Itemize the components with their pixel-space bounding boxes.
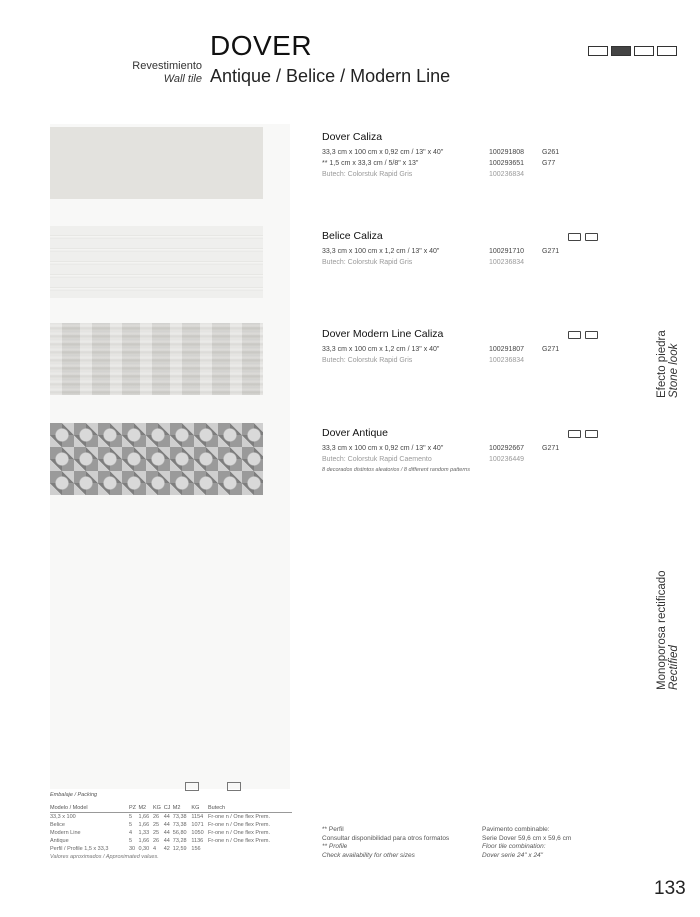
- product-name: Dover Antique: [322, 427, 388, 439]
- spec-text: 33,3 cm x 100 cm x 0,92 cm / 13" x 40": [322, 149, 444, 156]
- grout-row: [322, 257, 622, 268]
- cell: Fr-one n / One flex Prem.: [207, 814, 271, 820]
- col-m2-pallet: M2: [173, 804, 192, 813]
- cell: 56,80: [172, 830, 187, 836]
- product-name: Belice Caliza: [322, 230, 383, 242]
- cell: 1,33: [138, 830, 150, 836]
- product-code: 100292667: [489, 445, 525, 452]
- packing-title: Embalaje / Packing: [50, 792, 98, 798]
- grout-code: 100236834: [489, 259, 525, 266]
- packing-row: [50, 829, 292, 837]
- cell: 4: [128, 830, 133, 836]
- cell: 5: [128, 838, 133, 844]
- grout-row: [322, 355, 622, 366]
- cell: 1071: [191, 822, 204, 828]
- category-es: Revestimiento: [132, 60, 202, 72]
- packing-section: [50, 792, 292, 860]
- spec-text: 33,3 cm x 100 cm x 1,2 cm / 13" x 40": [322, 248, 440, 255]
- price-group: G77: [542, 160, 556, 167]
- cell: 30: [128, 846, 136, 852]
- rectified-es: Monoporosa rectificado: [656, 570, 668, 690]
- floor-tile-label: Floor tile combination:: [482, 843, 546, 850]
- cell: 42: [163, 846, 170, 852]
- col-pz: PZ: [129, 804, 139, 813]
- product-dover-antique: [322, 427, 622, 473]
- spec-row: [322, 246, 622, 257]
- profile-label: ** Profile: [322, 843, 348, 850]
- cell: [208, 845, 292, 853]
- cell: Fr-one n / One flex Prem.: [207, 822, 271, 828]
- box-icon: [185, 782, 199, 791]
- packing-row: [50, 845, 292, 853]
- cell: Modern Line: [50, 830, 81, 836]
- series-subtitle: Antique / Belice / Modern Line: [210, 66, 451, 86]
- col-cj: CJ: [164, 804, 173, 813]
- price-group: G261: [542, 149, 560, 156]
- tile-image-dover-antique: [50, 423, 263, 495]
- cell: 73,28: [172, 838, 187, 844]
- cell: 25: [152, 822, 160, 828]
- cell: 33,3 x 100: [50, 814, 76, 820]
- grout-text: Butech: Colorstuk Rapid Gris: [322, 171, 413, 178]
- cell: Fr-one n / One flex Prem.: [207, 838, 271, 844]
- stone-look-es: Efecto piedra: [656, 330, 668, 398]
- cell: 12,59: [172, 846, 187, 852]
- col-m2-box: M2: [138, 804, 152, 813]
- spec-text: 33,3 cm x 100 cm x 0,92 cm / 13" x 40": [322, 445, 444, 452]
- pallet-icon: [227, 782, 241, 791]
- col-butech: Butech: [208, 804, 292, 813]
- grout-text: Butech: Colorstuk Rapid Gris: [322, 259, 413, 266]
- product-code: 100293651: [489, 160, 525, 167]
- spec-row: [322, 147, 622, 158]
- wall-tile-icon: [634, 46, 654, 56]
- product-name: Dover Caliza: [322, 131, 383, 143]
- product-code: 100291807: [489, 346, 525, 353]
- pattern-note: 8 decorados distintos aleatorios / 8 different random patterns: [322, 467, 470, 473]
- cell: 156: [191, 846, 201, 852]
- stone-look-en: Stone look: [668, 343, 680, 398]
- packing-row: [50, 821, 292, 829]
- cell: 5: [128, 814, 133, 820]
- grout-row: [322, 454, 622, 465]
- tile-image-belice-caliza: [50, 226, 263, 298]
- cell: 25: [152, 830, 160, 836]
- cell: Perfil / Profile 1,5 x 33,3: [50, 846, 109, 852]
- cell: 1154: [191, 814, 204, 820]
- price-group: G271: [542, 346, 560, 353]
- consultar-text: Consultar disponibilidad para otros formatos: [322, 834, 450, 842]
- packing-table: [50, 804, 292, 853]
- tile-image-modern-line-caliza: [50, 323, 263, 395]
- cell: 1136: [191, 838, 204, 844]
- cell: 26: [152, 838, 160, 844]
- floor-combination-footnote: [482, 826, 571, 860]
- spec-row: [322, 158, 622, 169]
- product-dover-caliza: [322, 131, 622, 180]
- brand-title: DOVER: [210, 30, 313, 61]
- grout-row: [322, 169, 622, 180]
- cell: 73,38: [172, 814, 187, 820]
- spec-row: [322, 344, 622, 355]
- packing-row: [50, 813, 292, 822]
- header-icon-group: [588, 46, 677, 56]
- tile-size-icon: [588, 46, 608, 56]
- rectified-icon: [611, 46, 631, 56]
- cell: 1,66: [138, 838, 150, 844]
- spec-row: [322, 443, 622, 454]
- product-code: 100291808: [489, 149, 525, 156]
- grout-code: 100236449: [489, 456, 525, 463]
- grout-text: Butech: Colorstuk Rapid Gris: [322, 357, 413, 364]
- grout-text: Butech: Colorstuk Rapid Caemento: [322, 456, 432, 463]
- spec-text: ** 1,5 cm x 33,3 cm / 5/8" x 13": [322, 160, 419, 167]
- cell: 5: [128, 822, 133, 828]
- page-number: 133: [654, 878, 686, 899]
- cell: 44: [163, 814, 170, 820]
- cell: Antique: [50, 838, 69, 844]
- cell: 1050: [191, 830, 204, 836]
- cell: Fr-one n / One flex Prem.: [207, 830, 271, 836]
- check-text: Check availability for other sizes: [322, 851, 415, 859]
- cell: 44: [163, 838, 170, 844]
- price-group: G271: [542, 445, 560, 452]
- packaging-icon: [657, 46, 677, 56]
- rectified-label: [656, 570, 680, 690]
- grout-code: 100236834: [489, 171, 525, 178]
- stone-look-label: [656, 330, 680, 398]
- floor-tile-value: Dover serie 24" x 24": [482, 851, 543, 859]
- packing-header-row: [50, 804, 292, 813]
- rectified-en: Rectified: [668, 645, 680, 690]
- cell: 73,38: [172, 822, 187, 828]
- cell: 1,66: [138, 822, 150, 828]
- cell: 4: [152, 846, 157, 852]
- pavimento-value: Serie Dover 59,6 cm x 59,6 cm: [482, 834, 572, 842]
- cell: Belice: [50, 822, 65, 828]
- spec-text: 33,3 cm x 100 cm x 1,2 cm / 13" x 40": [322, 346, 440, 353]
- price-group: G271: [542, 248, 560, 255]
- pavimento-label: Pavimento combinable:: [482, 826, 550, 833]
- product-code: 100291710: [489, 248, 525, 255]
- col-kg-pallet: KG: [191, 804, 208, 813]
- packing-row: [50, 837, 292, 845]
- grout-code: 100236834: [489, 357, 525, 364]
- category-en: Wall tile: [163, 73, 202, 85]
- cell: 44: [163, 822, 170, 828]
- perfil-label: ** Perfil: [322, 826, 344, 833]
- cell: 26: [152, 814, 160, 820]
- col-kg-box: KG: [153, 804, 164, 813]
- cell: 44: [163, 830, 170, 836]
- product-belice-caliza: [322, 230, 622, 268]
- col-model: Modelo / Model: [50, 804, 129, 813]
- cell: 0,30: [138, 846, 150, 852]
- packing-footnote: Valores aproximados / Approximated values.: [50, 854, 159, 860]
- product-dover-modern-line-caliza: [322, 328, 622, 366]
- product-name: Dover Modern Line Caliza: [322, 328, 444, 340]
- profile-footnote: [322, 826, 449, 860]
- tile-image-dover-caliza: [50, 127, 263, 199]
- cell: 1,66: [138, 814, 150, 820]
- packing-icons: [185, 782, 241, 791]
- category-label: [132, 60, 202, 86]
